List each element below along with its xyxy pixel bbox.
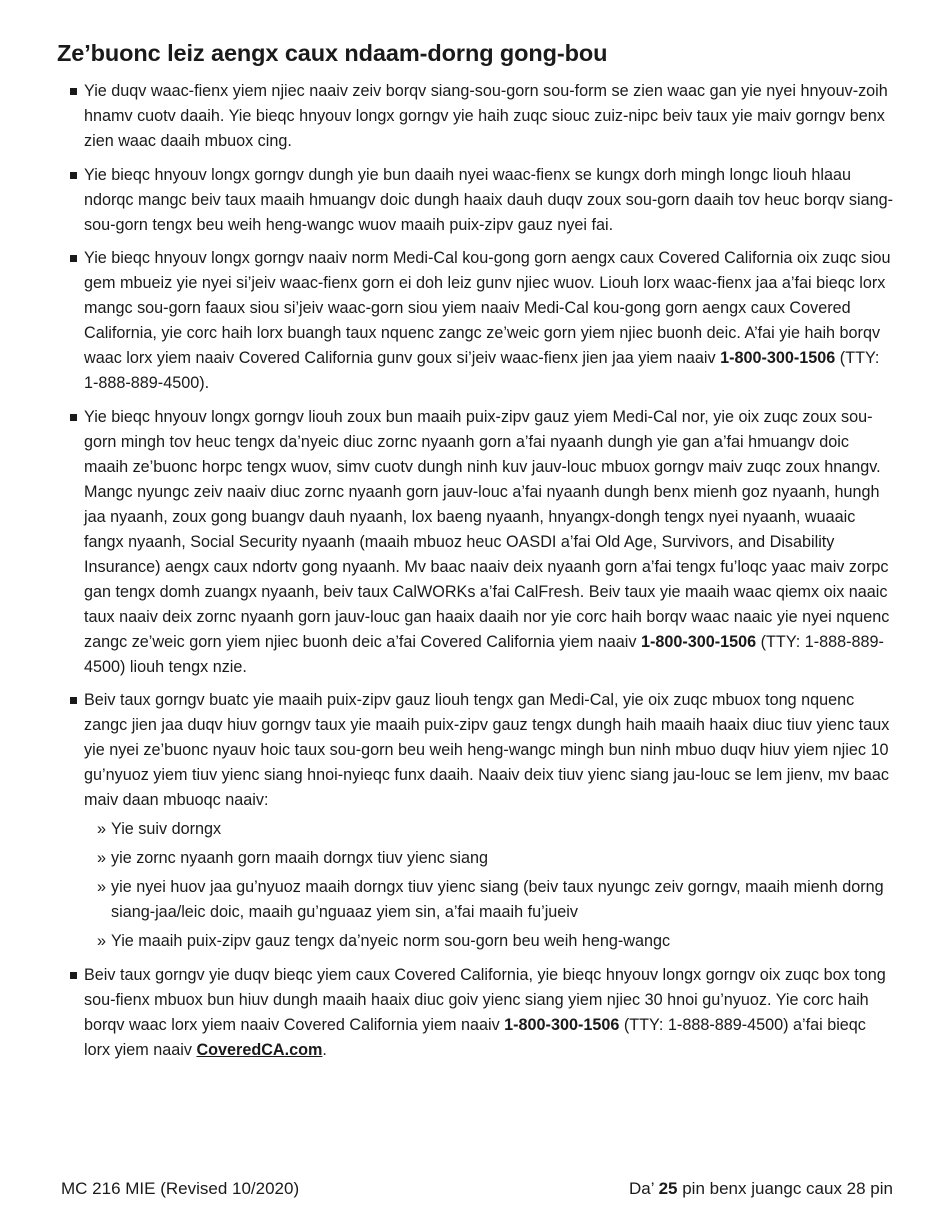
item-text: (TTY: 1-888-889-4500). bbox=[84, 349, 880, 392]
list-item bbox=[57, 688, 895, 954]
item-text: (TTY: 1-888-889-4500) a’fai bieqc lorx yiem naaiv bbox=[84, 1015, 866, 1059]
coveredca-link[interactable]: CoveredCA.com bbox=[196, 1040, 323, 1059]
item-text: Yie bieqc hnyouv longx gorngv naaiv norm Medi-Cal kou-gong gorn aengx caux Covered California oix zuqc siou gem mbueiz yie nyei si’jeiv waac-fienx gorn ei doh leiz gunv njiec wuov. Liouh lorx waac-fienx jaa a’fai bieqc lorx mangc sou-gorn faaux siou si’jeiv waac-gorn siou yiem naaiv Medi-Cal kou-gong gorn aengx caux Covered California, yie corc haih lorx buangh taux nquenc zangc ze’weic gorn yiem njiec buonh deic. A’fai yie haih borqv waac lorx yiem naaiv Covered California gunv goux si’jeiv waac-fienx jien jaa yiem naaiv bbox=[84, 249, 891, 367]
section-heading: Ze’buonc leiz aengx caux ndaam-dorng gong-bou bbox=[57, 40, 608, 66]
phone-number: 1-800-300-1506 bbox=[504, 1015, 620, 1034]
item-text: . bbox=[322, 1040, 327, 1059]
list-item bbox=[57, 963, 895, 1063]
sub-list-item: » Yie suiv dorngx bbox=[84, 817, 895, 842]
item-text: (TTY: 1-888-889-4500) liouh tengx nzie. bbox=[84, 632, 884, 676]
change-list bbox=[84, 817, 895, 954]
item-text: Beiv taux gorngv yie duqv bieqc yiem caux Covered California, yie bieqc hnyouv longx gorngv oix zuqc box tong sou-fienx mbuox bun hiuv dungh maaih haaix diuc goiv yienc siang yiem njiec 30 hnoi gu’nyuoz. Yie corc haih borqv waac lorx yiem naaiv Covered California yiem naaiv bbox=[84, 965, 886, 1034]
list-item bbox=[57, 246, 895, 396]
sub-list-item: » yie nyei huov jaa gu’nyuoz maaih dorngx tiuv yienc siang (beiv taux nyungc zeiv gorngv, maaih mienh dorng siang-jaa/leic doic, maaih gu’nguaaz yiem sin, a’fai maaih fu’jueiv bbox=[84, 875, 895, 925]
item-text: Yie bieqc hnyouv longx gorngv liouh zoux bun maaih puix-zipv gauz yiem Medi-Cal nor, yie oix zuqc zoux sou-gorn mingh tov heuc tengx da’nyeic diuc zornc nyaanh gorn a’fai nyaanh dungh yie gan a’fai hmuangv doic maaih ze’buonc horpc tengx wuov, simv cuotv dungh ninh kuv jauv-louc mbuox gorngv maiv zuqc zoux hnangv. Mangc nyungc zeiv naaiv diuc zornc nyaanh gorn jauv-louc a’fai nyaanh dungh benx mienh goz nyaanh, hungh jaa nyaanh, zoux gong buangv dauh nyaanh, lox baeng nyaanh, hnyangx-dongh tengx nyei nyaanh, wuaaic fangx nyaanh, Social Security nyaanh (maaih mbuoz heuc OASDI a’fai Old Age, Survivors, and Disability Insurance) aengx caux ndortv gong nyaanh. Mv baac naaiv deix nyaanh gorn a’fai tengx fu’loqc yaac maiv zorpc gan tengx domh zuangx nyaanh, beiv taux CalWORKs a’fai CalFresh. Beiv taux yie maaih waac qiemx oix naaic taux naaiv deix zornc nyaanh gorn jauv-louc gan haaix daaih nor yie corc haih borqv waac naaic yie nyei nquenc zangc ze’weic gorn yiem njiec buonh deic a’fai Covered California yiem naaiv bbox=[84, 407, 890, 651]
page-footer bbox=[61, 1178, 893, 1200]
statement-list bbox=[57, 79, 895, 1063]
list-item bbox=[57, 79, 895, 154]
page-indicator bbox=[629, 1178, 893, 1200]
phone-number: 1-800-300-1506 bbox=[720, 349, 836, 367]
item-text: Yie bieqc hnyouv longx gorngv dungh yie bun daaih nyei waac-fienx se kungx dorh mingh longc liouh hlaau ndorqc mangc beiv taux maaih hmuangv doic dungh haaix dauh duqv zoux sou-gorn daaih tov heuc borqv siang-sou-gorn tengx beu weih heng-wangc wuov maaih puix-zipv gauz nyei fai. bbox=[84, 165, 893, 234]
list-item bbox=[57, 163, 895, 238]
item-text: Beiv taux gorngv buatc yie maaih puix-zipv gauz liouh tengx gan Medi-Cal, yie oix zuqc mbuox tong nquenc zangc jien jaa duqv hiuv gorngv taux yie maaih puix-zipv gauz tengx dungh haih maaih haaix diuc tiuv yienc taux yie nyei ze’buonc nyauv hoic taux sou-gorn beu weih heng-wangc mingh bun ninh mbuo duqv hiuv yiem njiec 10 gu’nyuoz yiem tiuv yienc siang hnoi-nyieqc funx daaih. Naaiv deix tiuv yienc siang jau-louc se lem jienv, mv baac maiv daan mbuoqc naaiv: bbox=[84, 691, 890, 809]
phone-number: 1-800-300-1506 bbox=[640, 632, 757, 651]
item-text: Yie duqv waac-fienx yiem njiec naaiv zeiv borqv siang-sou-gorn sou-form se zien waac gan yie nyei hnyouv-zoih hnamv cuotv daaih. Yie bieqc hnyouv longx gorngv yie haih zuqc siouc zuiz-nipc beiv taux yie maiv gorngv benx zien waac daaih mbuox cing. bbox=[84, 82, 888, 150]
list-item bbox=[57, 405, 895, 680]
document-page bbox=[57, 38, 895, 1071]
page-number: 25 bbox=[658, 1179, 678, 1198]
sub-list-item: » yie zornc nyaanh gorn maaih dorngx tiuv yienc siang bbox=[84, 846, 895, 871]
page-suffix: pin benx juangc caux 28 pin bbox=[677, 1179, 893, 1198]
sub-list-item: » Yie maaih puix-zipv gauz tengx da’nyeic norm sou-gorn beu weih heng-wangc bbox=[84, 929, 895, 954]
form-id: MC 216 MIE (Revised 10/2020) bbox=[61, 1179, 300, 1198]
page-prefix: Da’ bbox=[628, 1179, 659, 1198]
